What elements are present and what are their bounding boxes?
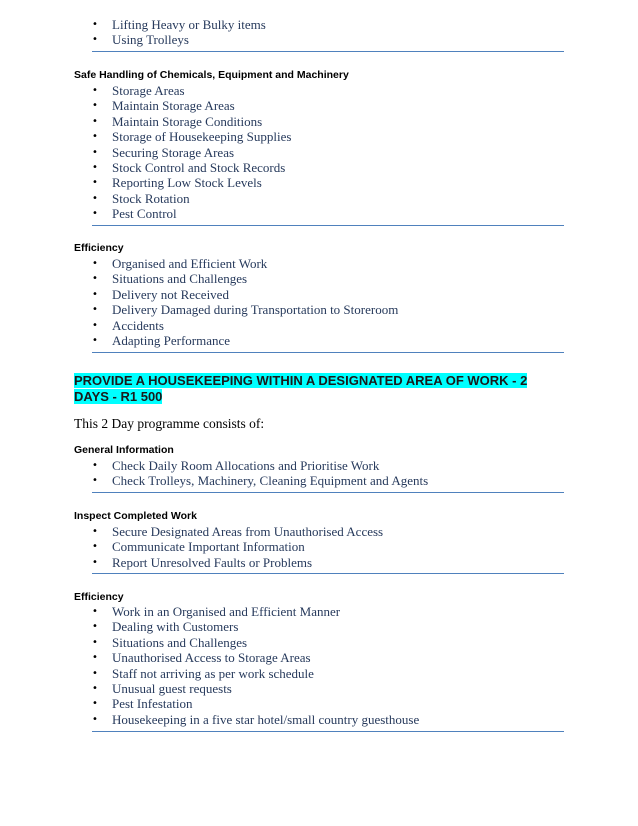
- list-item-text: Storage of Housekeeping Supplies: [112, 129, 292, 145]
- bullet-icon: •: [92, 85, 98, 96]
- list-item: [92, 473, 428, 488]
- list-item-text: Delivery Damaged during Transportation to Storeroom: [112, 302, 399, 318]
- section-heading-inspect-completed-work: Inspect Completed Work: [74, 510, 197, 522]
- list-item-text: Adapting Performance: [112, 332, 231, 348]
- list-item: [92, 650, 419, 665]
- list-item: [92, 635, 419, 650]
- bullet-icon: •: [92, 258, 98, 269]
- bullet-icon: •: [92, 556, 98, 568]
- section-heading-general-information: General Information: [74, 444, 174, 456]
- list-item-text: Situations and Challenges: [112, 634, 248, 650]
- section-4-list: [92, 524, 383, 570]
- list-item-text: Pest Control: [112, 206, 177, 222]
- bullet-icon: •: [92, 698, 98, 710]
- list-item-text: Stock Control and Stock Records: [112, 159, 286, 175]
- section-2-list: [92, 256, 398, 348]
- list-item: [92, 83, 291, 98]
- course-banner-title: [74, 373, 564, 405]
- bullet-icon: •: [92, 319, 98, 331]
- list-item-text: Staff not arriving as per work schedule: [112, 665, 314, 681]
- section-3-list: [92, 458, 428, 489]
- bullet-icon: •: [92, 541, 98, 553]
- bullet-icon: •: [92, 34, 98, 46]
- bullet-icon: •: [92, 208, 98, 220]
- list-item: [92, 681, 419, 696]
- bullet-icon: •: [92, 526, 98, 537]
- list-item: [92, 604, 419, 619]
- bullet-icon: •: [92, 192, 98, 204]
- list-item-text: Organised and Efficient Work: [112, 256, 268, 271]
- list-item-text: Communicate Important Information: [112, 539, 305, 555]
- list-item: [92, 206, 291, 221]
- bullet-icon: •: [92, 131, 98, 143]
- list-item: [92, 712, 419, 727]
- list-item: [92, 555, 383, 570]
- list-item: [92, 129, 291, 144]
- programme-intro: This 2 Day programme consists of:: [74, 416, 265, 431]
- bullet-icon: •: [92, 475, 98, 487]
- bullet-icon: •: [92, 177, 98, 189]
- list-item: [92, 17, 266, 32]
- list-item: [92, 145, 291, 160]
- bullet-icon: •: [92, 146, 98, 158]
- bullet-icon: •: [92, 682, 98, 694]
- bullet-icon: •: [92, 652, 98, 664]
- bullet-icon: •: [92, 100, 98, 112]
- list-item: [92, 666, 419, 681]
- list-item-text: Maintain Storage Areas: [112, 98, 235, 114]
- list-item: [92, 191, 291, 206]
- list-item: [92, 696, 419, 711]
- bullet-icon: •: [92, 19, 98, 30]
- list-item: [92, 458, 428, 473]
- bullet-icon: •: [92, 460, 98, 471]
- list-item: [92, 619, 419, 634]
- list-item: [92, 524, 383, 539]
- bullet-icon: •: [92, 621, 98, 633]
- list-item-text: Report Unresolved Faults or Problems: [112, 554, 313, 570]
- list-item-text: Check Trolleys, Machinery, Cleaning Equipment and Agents: [112, 473, 429, 489]
- bullet-icon: •: [92, 334, 98, 346]
- list-item-text: Stock Rotation: [112, 190, 190, 206]
- list-item: [92, 114, 291, 129]
- section-1-list: [92, 83, 291, 222]
- list-item-text: Delivery not Received: [112, 286, 229, 302]
- section-divider: [92, 492, 564, 493]
- list-item-text: Securing Storage Areas: [112, 144, 235, 160]
- list-item-text: Storage Areas: [112, 83, 185, 98]
- list-item-text: Unauthorised Access to Storage Areas: [112, 650, 311, 666]
- bullet-icon: •: [92, 161, 98, 173]
- list-item: [92, 333, 398, 348]
- list-item: [92, 256, 398, 271]
- bullet-icon: •: [92, 606, 98, 617]
- section-5-list: [92, 604, 419, 727]
- list-item: [92, 98, 291, 113]
- bullet-icon: •: [92, 273, 98, 285]
- list-item: [92, 539, 383, 554]
- list-item: [92, 302, 398, 317]
- list-item: [92, 160, 291, 175]
- list-item: [92, 175, 291, 190]
- list-item-text: Work in an Organised and Efficient Manner: [112, 604, 341, 619]
- section-divider: [92, 352, 564, 353]
- bullet-icon: •: [92, 636, 98, 648]
- list-item: [92, 271, 398, 286]
- list-item-text: Housekeeping in a five star hotel/small country guesthouse: [112, 711, 420, 727]
- section-divider: [92, 731, 564, 732]
- list-item: [92, 32, 266, 47]
- section-divider: [92, 225, 564, 226]
- list-item-text: Dealing with Customers: [112, 619, 239, 635]
- section-heading-efficiency: Efficiency: [74, 242, 124, 254]
- section-divider: [92, 51, 564, 52]
- list-item-text: Unusual guest requests: [112, 680, 232, 696]
- section-heading-efficiency: Efficiency: [74, 591, 124, 603]
- list-item-text: Secure Designated Areas from Unauthorised Access: [112, 524, 384, 539]
- bullet-icon: •: [92, 115, 98, 127]
- list-item-text: Using Trolleys: [112, 32, 189, 48]
- bullet-icon: •: [92, 713, 98, 725]
- list-item-text: Situations and Challenges: [112, 271, 248, 287]
- list-item-text: Maintain Storage Conditions: [112, 113, 263, 129]
- list-item-text: Check Daily Room Allocations and Prioritise Work: [112, 458, 380, 473]
- section-heading-safe-handling: Safe Handling of Chemicals, Equipment and Machinery: [74, 69, 349, 81]
- list-item-text: Reporting Low Stock Levels: [112, 175, 262, 191]
- bullet-icon: •: [92, 288, 98, 300]
- list-item-text: Lifting Heavy or Bulky items: [112, 17, 266, 32]
- banner-highlight-text: PROVIDE A HOUSEKEEPING WITHIN A DESIGNATED AREA OF WORK - 2 DAYS - R1 500: [74, 373, 528, 404]
- list-item: [92, 318, 398, 333]
- list-item: [92, 287, 398, 302]
- section-divider: [92, 573, 564, 574]
- section-0-list: [92, 17, 266, 48]
- list-item-text: Pest Infestation: [112, 696, 193, 712]
- bullet-icon: •: [92, 667, 98, 679]
- bullet-icon: •: [92, 304, 98, 316]
- list-item-text: Accidents: [112, 317, 164, 333]
